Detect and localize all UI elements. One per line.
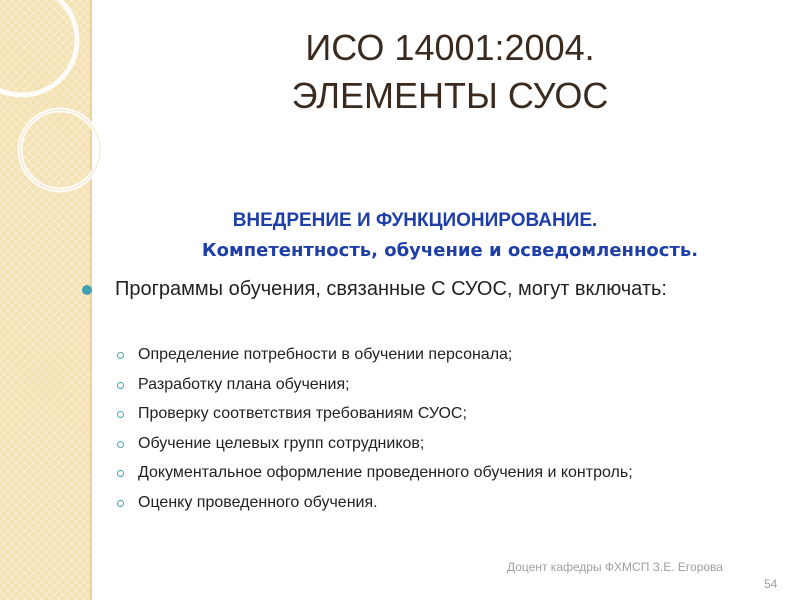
main-bullet — [82, 276, 702, 303]
list-item — [117, 399, 797, 429]
bullet-dot-icon — [82, 285, 92, 295]
list-item-text: Определение потребности в обучении персонала; — [138, 346, 513, 363]
ring-bullet-icon — [117, 352, 124, 359]
footer-author: Доцент кафедры ФХМСП З.Е. Егорова — [507, 560, 723, 574]
section-heading-block — [100, 206, 800, 266]
list-item — [117, 340, 797, 370]
list-item — [117, 488, 797, 518]
list-item — [117, 370, 797, 400]
list-item — [117, 429, 797, 459]
list-item-text: Оценку проведенного обучения. — [138, 493, 378, 511]
ring-bullet-icon — [117, 411, 124, 418]
section-heading: ВНЕДРЕНИЕ И ФУНКЦИОНИРОВАНИЕ. — [232, 210, 598, 231]
section-subheading: Компетентность, обучение и осведомленность. — [201, 240, 699, 261]
ring-bullet-icon — [117, 441, 124, 448]
slide-title — [100, 24, 800, 120]
ring-bullet-icon — [117, 500, 124, 507]
list-item-text: Проверку соответствия требованиям СУОС; — [138, 405, 467, 422]
list-item-text: Документальное оформление проведенного обучения и контроль; — [138, 464, 633, 481]
list-item — [117, 458, 797, 488]
list-item-text: Обучение целевых групп сотрудников; — [138, 434, 425, 452]
main-bullet-text: Программы обучения, связанные С СУОС, могут включать: — [115, 278, 667, 300]
ring-bullet-icon — [117, 470, 124, 477]
sub-bullet-list — [117, 340, 797, 517]
page-number: 54 — [764, 577, 778, 591]
list-item-text: Разработку плана обучения; — [138, 375, 350, 393]
ring-bullet-icon — [117, 382, 124, 389]
title-line-1: ИСО 14001:2004. — [305, 27, 595, 68]
title-line-2: ЭЛЕМЕНТЫ СУОС — [291, 75, 609, 116]
